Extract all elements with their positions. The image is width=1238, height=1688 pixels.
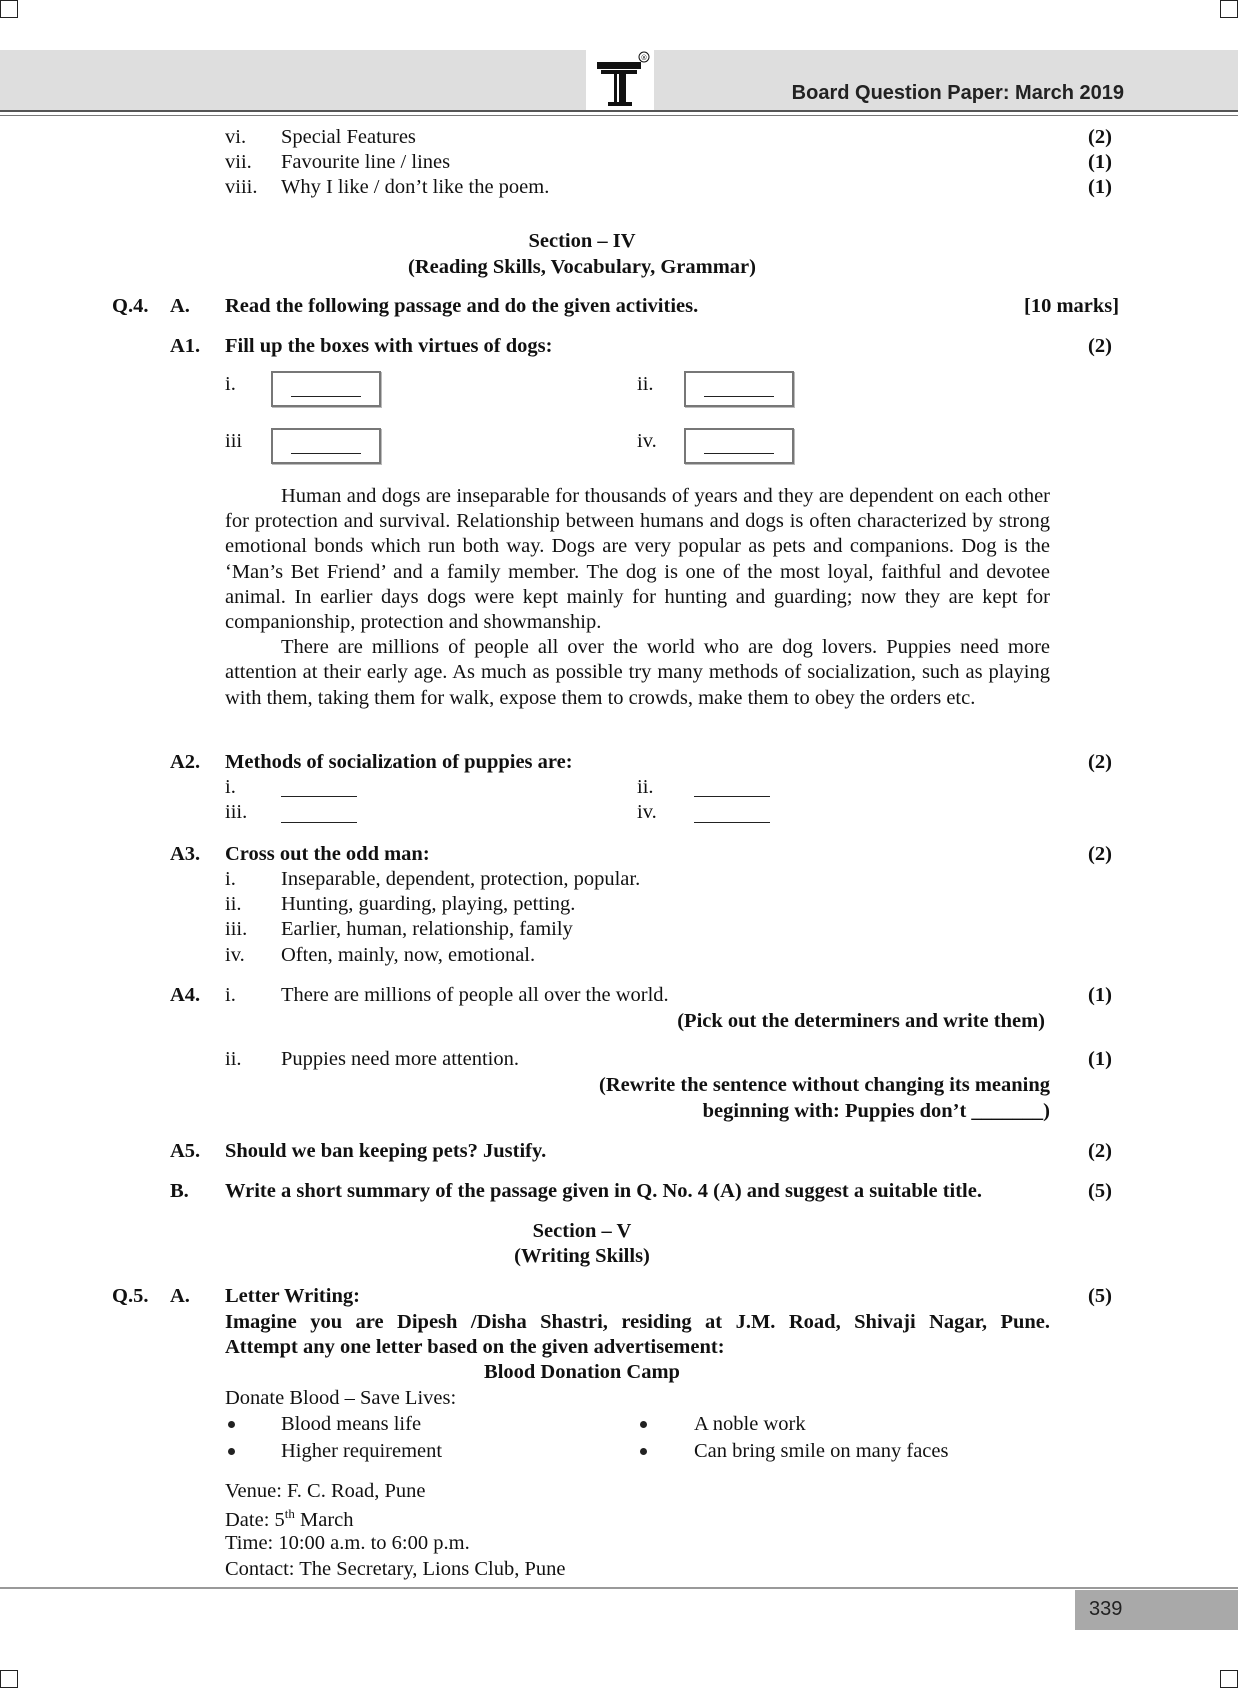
q4-marks: [10 marks]	[1024, 295, 1120, 317]
ad-tagline: Donate Blood – Save Lives:	[225, 1387, 457, 1409]
bullet-icon	[228, 1448, 235, 1455]
a2-item-num: ii.	[637, 776, 654, 798]
a3-item-num: ii.	[225, 893, 242, 915]
ad-date: Date: 5th March	[225, 1506, 354, 1531]
q4-heading: Read the following passage and do the given activities.	[225, 295, 699, 317]
q5-part-a: A.	[170, 1285, 190, 1307]
ad-contact: Contact: The Secretary, Lions Club, Pune	[225, 1558, 566, 1580]
a3-label: A3.	[170, 843, 201, 865]
a3-item-num: iii.	[225, 918, 248, 940]
a5-marks: (2)	[1088, 1140, 1112, 1162]
a3-heading: Cross out the odd man:	[225, 843, 430, 865]
a2-heading: Methods of socialization of puppies are:	[225, 751, 573, 773]
header-title: Board Question Paper: March 2019	[791, 82, 1124, 104]
a3-marks: (2)	[1088, 843, 1112, 865]
item-text: Special Features	[281, 126, 416, 148]
virtue-fill-box[interactable]	[271, 371, 381, 407]
q4-part-a: A.	[170, 295, 190, 317]
q5-heading: Letter Writing:	[225, 1285, 360, 1307]
a1-label: A1.	[170, 335, 201, 357]
crop-mark-top-left	[0, 0, 18, 18]
virtue-fill-box[interactable]	[271, 428, 381, 464]
a4-i-text: There are millions of people all over the world.	[281, 984, 669, 1006]
crop-mark-bottom-left	[0, 1670, 18, 1688]
q5-number: Q.5.	[112, 1285, 149, 1307]
item-marks: (1)	[1088, 176, 1112, 198]
a3-item-num: i.	[225, 868, 236, 890]
bullet-icon	[640, 1448, 647, 1455]
item-text: Favourite line / lines	[281, 151, 451, 173]
a4-label: A4.	[170, 984, 201, 1006]
a1-marks: (2)	[1088, 335, 1112, 357]
section-5-title: Section – V	[532, 1220, 632, 1242]
item-num: vii.	[225, 151, 252, 173]
ad-title: Blood Donation Camp	[484, 1361, 680, 1383]
a2-label: A2.	[170, 751, 201, 773]
a1-box-label: ii.	[637, 373, 654, 395]
answer-blank[interactable]	[281, 796, 357, 797]
item-marks: (1)	[1088, 151, 1112, 173]
item-marks: (2)	[1088, 126, 1112, 148]
crop-mark-top-right	[1220, 0, 1238, 18]
virtue-fill-box[interactable]	[684, 371, 794, 407]
passage-paragraph: Human and dogs are inseparable for thousands of years and they are dependent on each other for protection and survival. Relationship between humans and dogs is often characterized by strong emotional bonds which run both way. Dogs are very popular as pets and companions. Dog is the ‘Man’s Bet Friend’ and a family member. The dog is one of the most loyal, faithful and devotee animal. In earlier days dogs were kept mainly for hunting and guarding; now they are kept for companionship, protection and showmanship.	[225, 485, 1050, 634]
item-text: Why I like / don’t like the poem.	[281, 176, 550, 198]
crop-mark-bottom-right	[1220, 1670, 1238, 1688]
a2-item-num: iv.	[637, 801, 657, 823]
a4-ii-marks: (1)	[1088, 1048, 1112, 1070]
reading-passage	[225, 484, 1050, 711]
bullet-icon	[640, 1421, 647, 1428]
a4-ii-text: Puppies need more attention.	[281, 1048, 519, 1070]
a4-ii-instruction-cont: beginning with: Puppies don’t _______)	[702, 1100, 1050, 1122]
q4-b-marks: (5)	[1088, 1180, 1112, 1202]
ad-bullet-text: Can bring smile on many faces	[694, 1440, 949, 1462]
section-5-subtitle: (Writing Skills)	[514, 1245, 650, 1267]
q4-b-text: Write a short summary of the passage given in Q. No. 4 (A) and suggest a suitable title.	[225, 1180, 982, 1202]
q4-number: Q.4.	[112, 295, 149, 317]
q5-marks: (5)	[1088, 1285, 1112, 1307]
a2-marks: (2)	[1088, 751, 1112, 773]
a3-item-text: Often, mainly, now, emotional.	[281, 944, 536, 966]
publisher-t-logo-icon	[586, 48, 654, 112]
section-4-title: Section – IV	[528, 230, 636, 252]
passage-paragraph: There are millions of people all over the world who are dog lovers. Puppies need more attention at their early age. As much as possible try many methods of socialization, such as playing with them, taking them for walk, expose them to crowds, make them to obey the orders etc.	[225, 636, 1050, 709]
a4-ii-instruction: (Rewrite the sentence without changing its meaning	[599, 1074, 1050, 1096]
a1-box-label: i.	[225, 373, 236, 395]
a4-i-instruction: (Pick out the determiners and write them)	[677, 1010, 1045, 1032]
ad-time: Time: 10:00 a.m. to 6:00 p.m.	[225, 1532, 470, 1554]
svg-text:®: ®	[640, 54, 648, 62]
header-rule-thin	[0, 115, 1238, 116]
q5-prompt: Imagine you are Dipesh /Disha Shastri, residing at J.M. Road, Shivaji Nagar, Pune.	[225, 1311, 1050, 1333]
item-num: viii.	[225, 176, 258, 198]
a5-text: Should we ban keeping pets? Justify.	[225, 1140, 547, 1162]
a2-item-num: i.	[225, 776, 236, 798]
a3-item-text: Earlier, human, relationship, family	[281, 918, 573, 940]
a5-label: A5.	[170, 1140, 201, 1162]
q5-prompt-cont: Attempt any one letter based on the given advertisement:	[225, 1336, 725, 1358]
a1-box-label: iii	[225, 430, 243, 452]
header-rule	[0, 110, 1238, 112]
item-num: vi.	[225, 126, 247, 148]
answer-blank[interactable]	[694, 822, 770, 823]
section-4-subtitle: (Reading Skills, Vocabulary, Grammar)	[408, 256, 756, 278]
ad-bullet-text: A noble work	[694, 1413, 806, 1435]
answer-blank[interactable]	[694, 796, 770, 797]
a1-heading: Fill up the boxes with virtues of dogs:	[225, 335, 553, 357]
a4-i-marks: (1)	[1088, 984, 1112, 1006]
ad-bullet-text: Higher requirement	[281, 1440, 443, 1462]
footer-rule	[0, 1587, 1238, 1589]
a3-item-text: Hunting, guarding, playing, petting.	[281, 893, 576, 915]
q4-b-label: B.	[170, 1180, 189, 1202]
a4-i-num: i.	[225, 984, 236, 1006]
header-logo	[586, 48, 654, 112]
ad-bullet-text: Blood means life	[281, 1413, 422, 1435]
a4-ii-num: ii.	[225, 1048, 242, 1070]
page-number: 339	[1089, 1598, 1123, 1620]
ad-venue: Venue: F. C. Road, Pune	[225, 1480, 426, 1502]
answer-blank[interactable]	[281, 822, 357, 823]
a2-item-num: iii.	[225, 801, 248, 823]
virtue-fill-box[interactable]	[684, 428, 794, 464]
bullet-icon	[228, 1421, 235, 1428]
a1-box-label: iv.	[637, 430, 657, 452]
a3-item-num: iv.	[225, 944, 245, 966]
a3-item-text: Inseparable, dependent, protection, popular.	[281, 868, 641, 890]
